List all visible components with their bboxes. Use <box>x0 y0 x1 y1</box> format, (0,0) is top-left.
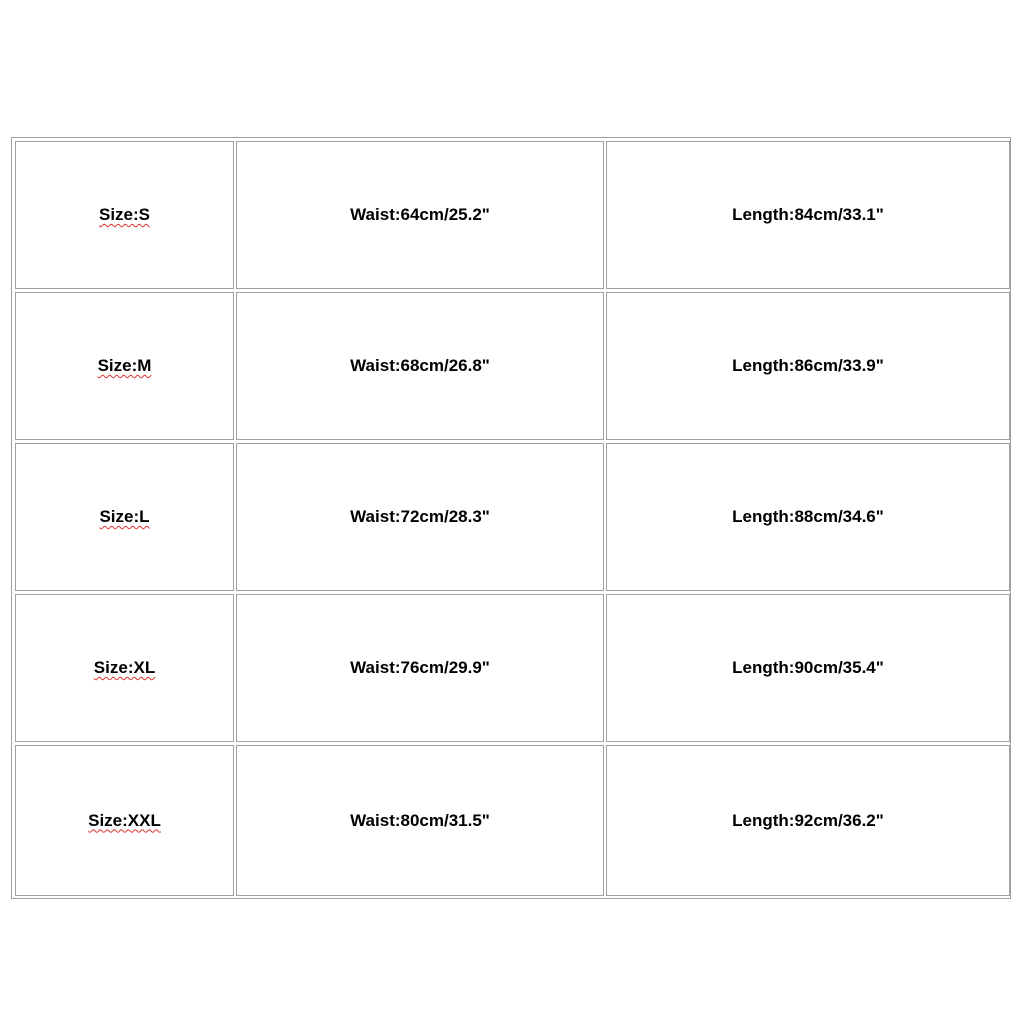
length-value: Length:90cm/35.4" <box>732 658 884 677</box>
waist-value: Waist:64cm/25.2" <box>350 205 490 224</box>
waist-cell <box>236 141 604 289</box>
waist-cell <box>236 745 604 896</box>
length-cell <box>606 292 1010 440</box>
size-label: Size:XL <box>93 658 156 677</box>
waist-cell <box>236 594 604 742</box>
length-value: Length:88cm/34.6" <box>732 507 884 526</box>
size-label: Size:S <box>98 205 151 224</box>
waist-value: Waist:72cm/28.3" <box>350 507 490 526</box>
size-cell <box>15 292 234 440</box>
size-cell <box>15 443 234 591</box>
length-value: Length:86cm/33.9" <box>732 356 884 375</box>
length-cell <box>606 141 1010 289</box>
size-label: Size:XXL <box>88 810 161 830</box>
waist-cell <box>236 443 604 591</box>
length-value: Length:92cm/36.2" <box>732 810 884 830</box>
length-value: Length:84cm/33.1" <box>732 205 884 224</box>
size-chart-table <box>11 137 1011 899</box>
waist-cell <box>236 292 604 440</box>
size-cell <box>15 594 234 742</box>
length-cell <box>606 443 1010 591</box>
size-label: Size:L <box>99 507 150 526</box>
length-cell <box>606 594 1010 742</box>
size-label: Size:M <box>97 356 152 375</box>
waist-value: Waist:68cm/26.8" <box>350 356 490 375</box>
waist-value: Waist:80cm/31.5" <box>350 810 490 830</box>
length-cell <box>606 745 1010 896</box>
waist-value: Waist:76cm/29.9" <box>350 658 490 677</box>
size-cell <box>15 745 234 896</box>
size-cell <box>15 141 234 289</box>
